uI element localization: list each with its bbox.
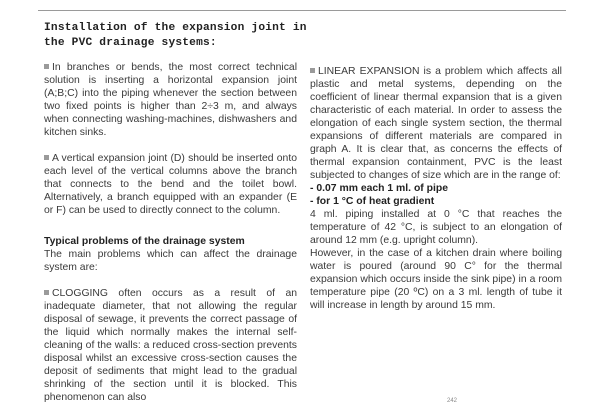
paragraph-kitchen-drain: However, in the case of a kitchen drain where boiling water is poured (around 90 C° for the thermal expansion which occurs inside the sink pipe) in a room temperature pipe (20 ºC) on a 3 ml. length of tube it will increase in length by around 15 mm.	[310, 248, 562, 311]
section-title: Installation of the expansion joint in the PVC drainage systems:	[44, 22, 307, 49]
paragraph-vertical-joint: A vertical expansion joint (D) should be inserted onto each level of the vertical columns above the branch that connects to the bend and the toilet bowl. Alternatively, a branch equipped with an expander (E or F) can be used to directly connect to the column.	[44, 153, 297, 216]
paragraph-piping-example: 4 ml. piping installed at 0 °C that reaches the temperature of 42 °C, is subject to an elongation of around 12 mm (e.g. upright column).	[310, 209, 562, 246]
paragraph-horizontal-joint: In branches or bends, the most correct technical solution is inserting a horizontal expansion joint (A;B;C) into the piping whenever the section between two fixed points is higher than 2÷3 m, and always when connecting washing-machines, dishwashers and kitchen sinks.	[44, 62, 297, 138]
top-rule	[38, 10, 566, 11]
square-bullet-icon	[310, 68, 315, 73]
square-bullet-icon	[44, 290, 49, 295]
square-bullet-icon	[44, 64, 49, 69]
right-column	[310, 65, 562, 312]
heat-gradient-line: - for 1 °C of heat gradient	[310, 196, 435, 207]
page-number: 242	[447, 398, 458, 404]
paragraph-main-problems: The main problems which can affect the drainage system are:	[44, 249, 297, 273]
left-column	[44, 61, 297, 404]
subheading-typical-problems: Typical problems of the drainage system	[44, 236, 245, 247]
paragraph-linear-expansion: LINEAR EXPANSION is a problem which affects all plastic and metal systems, depending on the coefficient of linear thermal expansion that is a given characteristic of each material. In order to assess the elongation of each single system section, the thermal expansions of different materials are compared in graph A. It is clear that, as concerns the effects of thermal expansion containment, PVC is the least subjected to changes of size which are in the range of:	[310, 66, 562, 181]
square-bullet-icon	[44, 155, 49, 160]
expansion-rate-line: - 0.07 mm each 1 ml. of pipe	[310, 183, 449, 194]
paragraph-clogging: CLOGGING often occurs as a result of an inadequate diameter, that not allowing the regular disposal of sewage, it prevents the correct passage of the liquid which normally makes the internal self-cleaning of the walls: a reduced cross-section prevents disposal whilst an excessive cross-section causes the deposit of sediments that might lead to the gradual shrinking of the section until it is blocked. This phenomenon can also	[44, 288, 297, 403]
